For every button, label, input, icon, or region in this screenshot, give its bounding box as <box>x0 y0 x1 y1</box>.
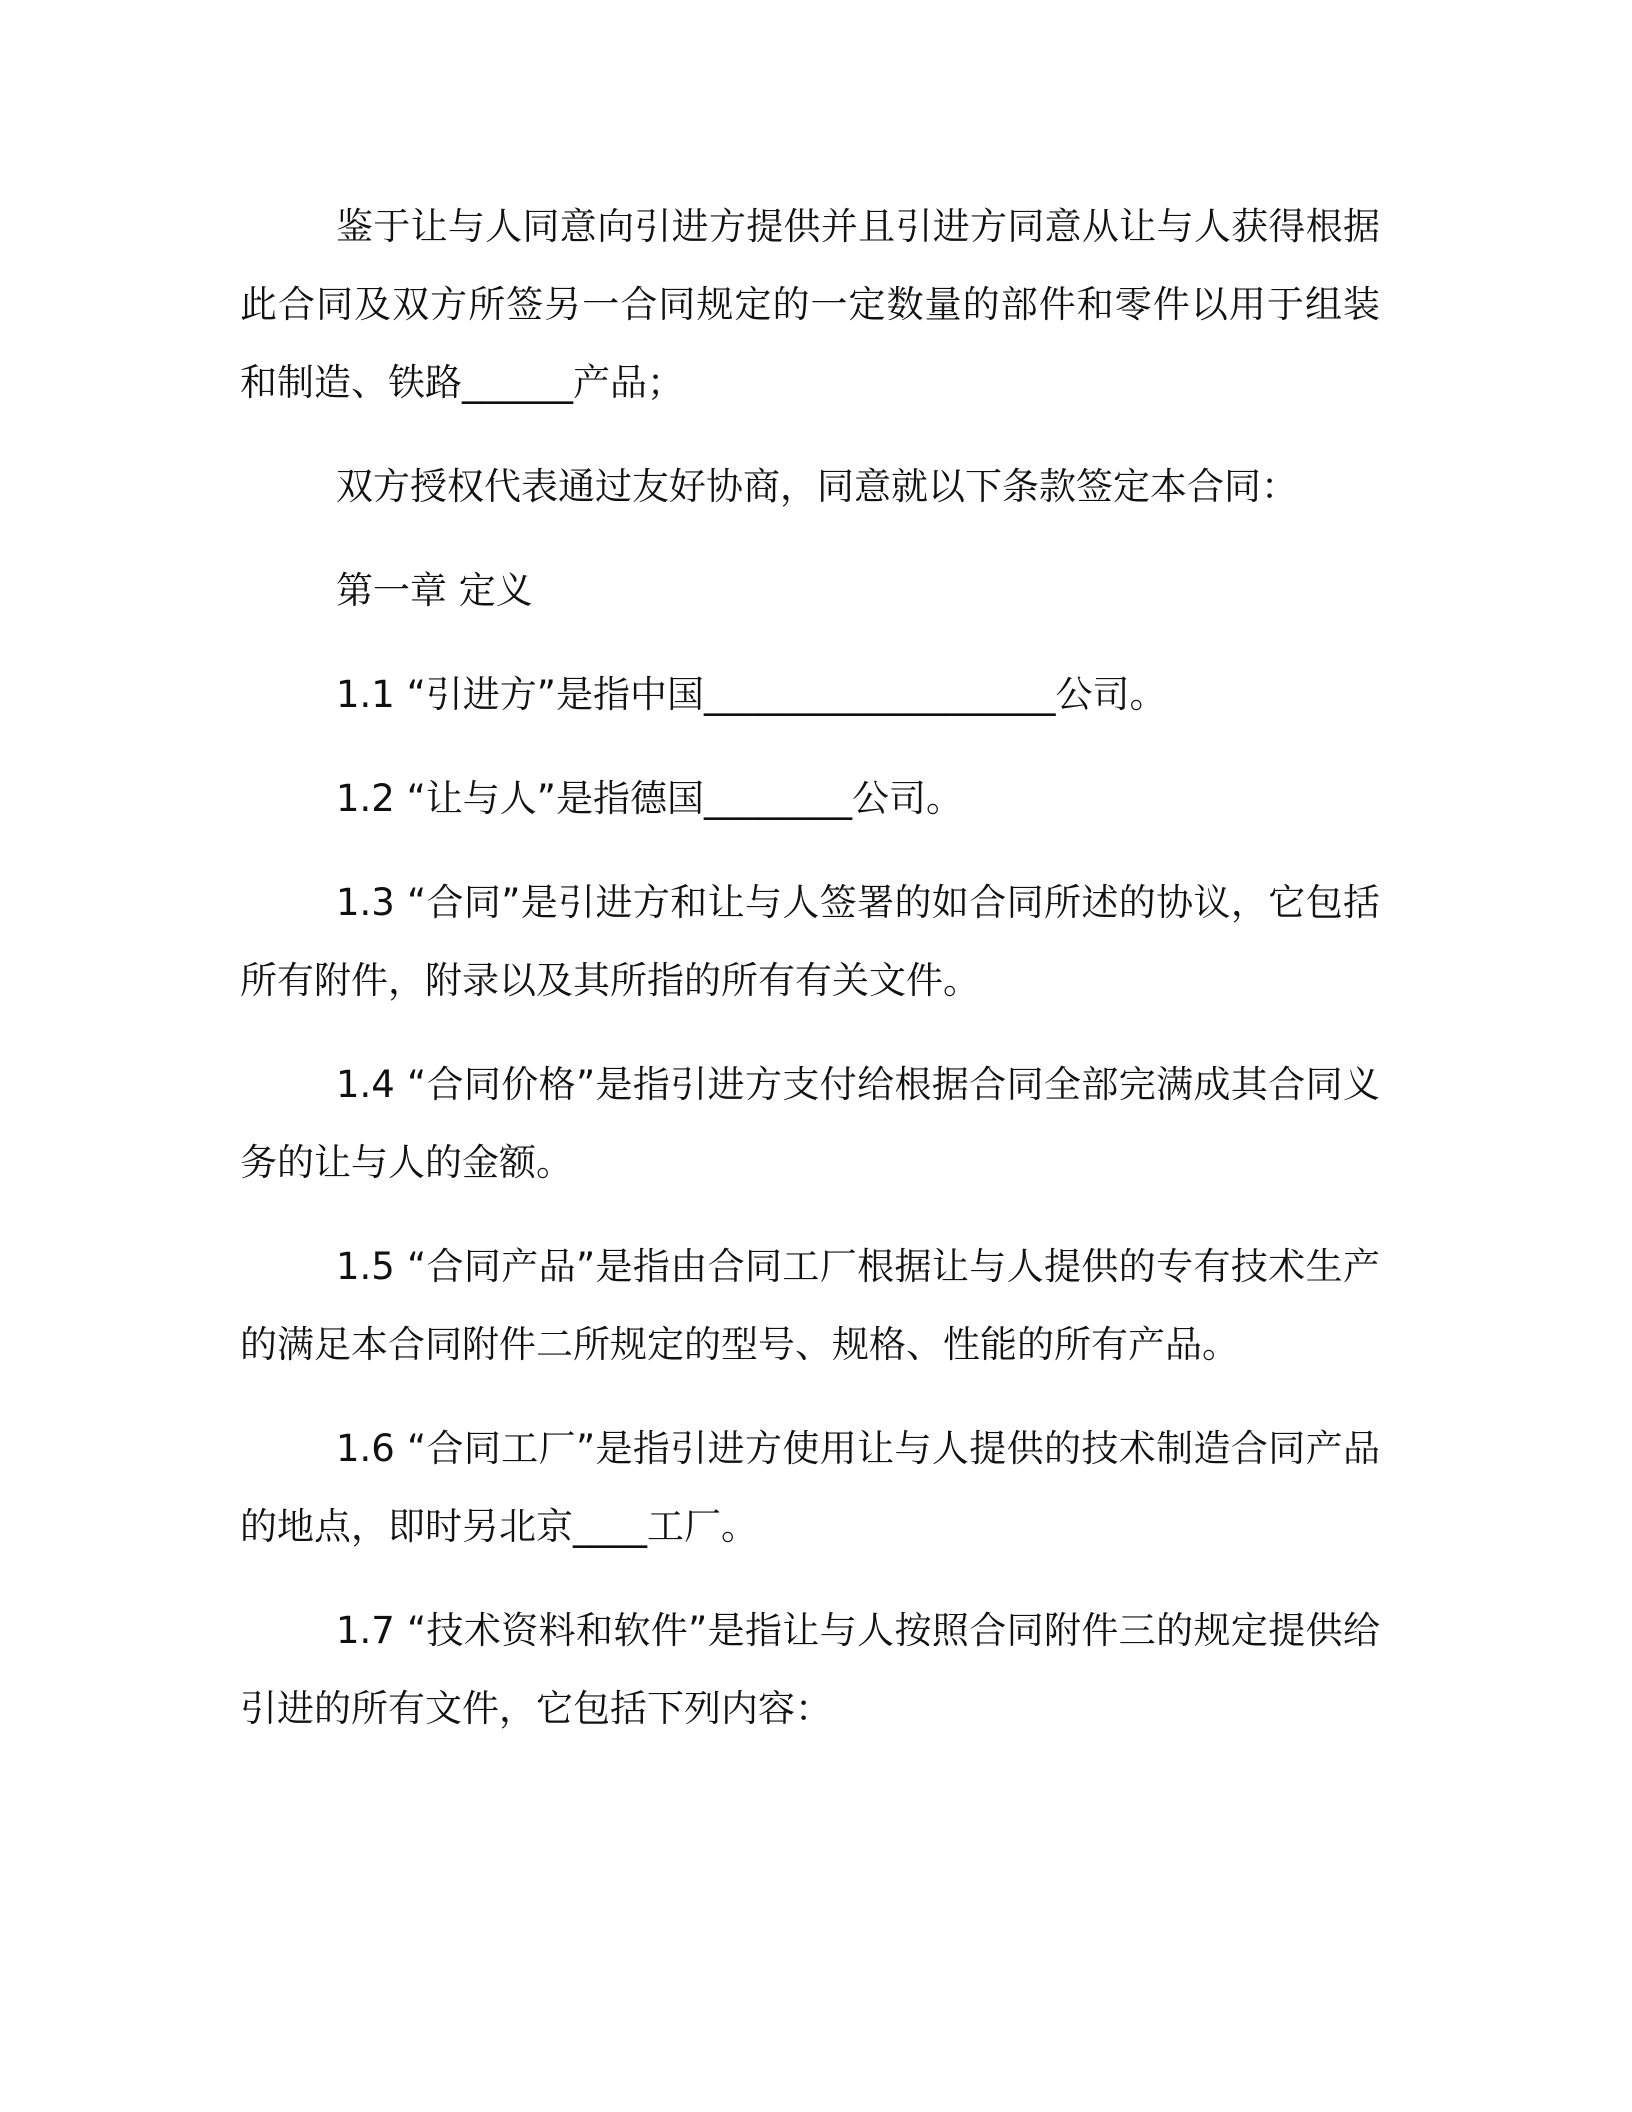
definition-1-6: 1.6 “合同工厂”是指引进方使用让与人提供的技术制造合同产品的地点，即时另北京____工厂。 <box>240 1427 1380 1548</box>
definition-1-2: 1.2 “让与人”是指德国________公司。 <box>336 777 963 820</box>
definition-1-4: 1.4 “合同价格”是指引进方支付给根据合同全部完满成其合同义务的让与人的金额。 <box>240 1063 1380 1184</box>
recital-paragraph: 鉴于让与人同意向引进方提供并且引进方同意从让与人获得根据此合同及双方所签另一合同规定的一定数量的部件和零件以用于组装和制造、铁路______产品； <box>240 205 1380 404</box>
document-body <box>240 188 1380 1774</box>
definition-1-7: 1.7 “技术资料和软件”是指让与人按照合同附件三的规定提供给引进的所有文件，它包括下列内容： <box>240 1609 1380 1730</box>
definition-1-5: 1.5 “合同产品”是指由合同工厂根据让与人提供的专有技术生产的满足本合同附件二所规定的型号、规格、性能的所有产品。 <box>240 1245 1380 1366</box>
chapter-title: 第一章 定义 <box>336 569 533 612</box>
definition-1-3: 1.3 “合同”是引进方和让与人签署的如合同所述的协议，它包括所有附件，附录以及其所指的所有有关文件。 <box>240 881 1380 1002</box>
definition-1-1: 1.1 “引进方”是指中国___________________公司。 <box>336 673 1167 716</box>
agreement-paragraph: 双方授权代表通过友好协商，同意就以下条款签定本合同： <box>336 465 1298 508</box>
